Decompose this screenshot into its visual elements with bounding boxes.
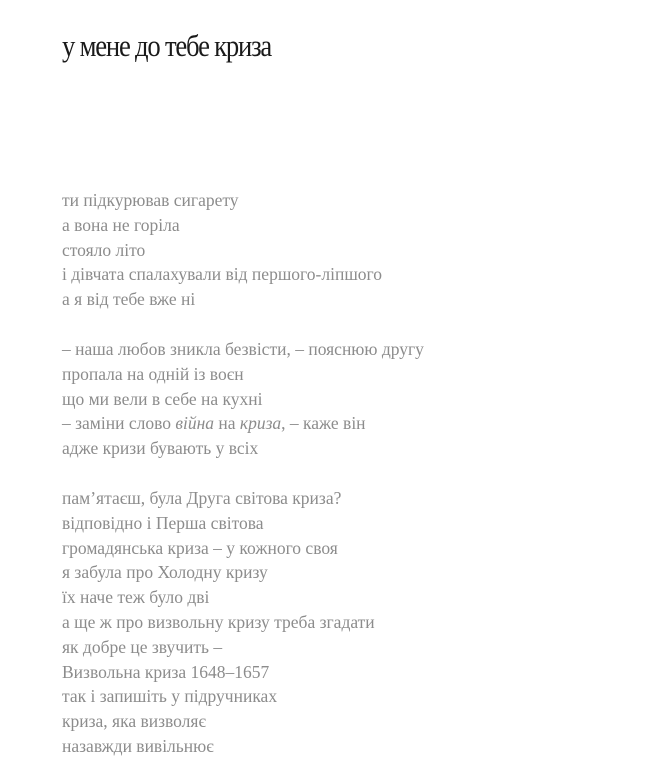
- poem-line: адже кризи бувають у всіх: [62, 438, 259, 459]
- poem-line: я забула про Холодну кризу: [62, 562, 268, 583]
- poem-line-mixed: [62, 411, 652, 436]
- poem-line: Визвольна криза 1648–1657: [62, 661, 270, 682]
- poem-line: ти підкурював сигарету: [62, 190, 239, 210]
- poem-line: відповідно і Перша світова: [62, 512, 264, 533]
- poem-line: – наша любов зникла безвісти, – пояснюю другу: [62, 338, 424, 359]
- poem-line: стояло літо: [62, 239, 146, 260]
- italic-word: війна: [175, 413, 215, 434]
- poem-line: їх наче теж було дві: [62, 587, 210, 608]
- poem-line: а ще ж про визвольну кризу треба згадати: [62, 611, 375, 632]
- poem-line: так і запишіть у підручниках: [62, 686, 278, 707]
- poem-line: громадянська криза – у кожного своя: [62, 537, 338, 558]
- poem-line: пам’ятаєш, була Друга світова криза?: [62, 487, 342, 508]
- italic-word: криза: [239, 413, 282, 434]
- poem-line: назавжди вивільнює: [62, 735, 214, 756]
- poem-line: а я від тебе вже ні: [62, 289, 196, 310]
- poem-line: криза, яка визволяє: [62, 711, 206, 732]
- poem-line: як добре це звучить –: [62, 636, 223, 657]
- poem-line: а вона не горіла: [62, 214, 180, 235]
- poem-line: пропала на одній із воєн: [62, 363, 244, 384]
- stanza-1: [62, 188, 652, 312]
- line-text: – заміни слово: [62, 413, 176, 434]
- poem-line: і дівчата спалахували від першого-ліпшого: [62, 264, 383, 285]
- stanza-2: [62, 337, 652, 461]
- poem-body: [62, 188, 652, 784]
- poem-line: що ми вели в себе на кухні: [62, 388, 263, 409]
- poem-title: у мене до тебе криза: [62, 28, 272, 63]
- line-text: на: [214, 413, 240, 434]
- stanza-3: [62, 486, 652, 759]
- line-text: , – каже він: [281, 413, 366, 434]
